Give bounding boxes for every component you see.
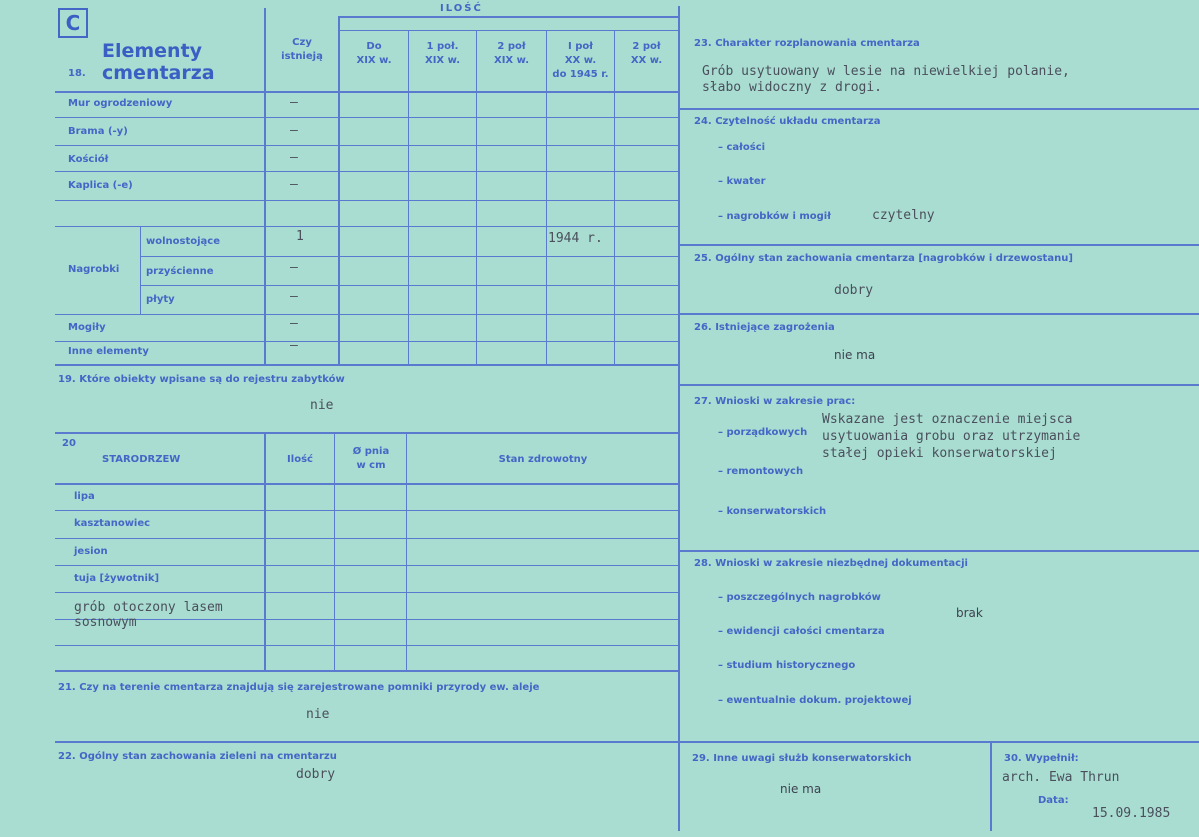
s24-item-2: – kwater	[718, 176, 766, 187]
s24-item-3: – nagrobków i mogił	[718, 211, 831, 222]
tree-row-3: jesion	[74, 546, 108, 557]
s27-item-2: – remontowych	[718, 466, 804, 477]
grid-line	[55, 432, 678, 434]
s28-value: brak	[956, 606, 983, 620]
row-wall-value: –	[290, 95, 298, 110]
grid-line	[55, 91, 678, 93]
grid-line	[55, 145, 678, 146]
s20-note-line-1: grób otoczony lasem	[74, 600, 223, 615]
grid-line	[340, 30, 678, 31]
s20-col-qty: Ilość	[287, 454, 313, 465]
grid-line	[55, 117, 678, 118]
grid-line	[680, 108, 1199, 110]
col-pre19-header: Do XIX w.	[356, 41, 392, 66]
grid-line	[55, 741, 678, 743]
row-church-value: –	[290, 150, 298, 165]
row-mounds-label: Mogiły	[68, 322, 106, 333]
tree-row-2: kasztanowiec	[74, 518, 151, 529]
col-20-1-header: I poł XX w. do 1945 r.	[552, 41, 609, 80]
s28-item-4: – ewentualnie dokum. projektowej	[718, 695, 912, 706]
s19-value: nie	[310, 398, 334, 413]
col-19-2-header: 2 poł XIX w.	[493, 41, 530, 66]
row-gate-value: –	[290, 123, 298, 138]
s22-label: 22. Ogólny stan zachowania zieleni na cmentarzu	[58, 751, 337, 762]
s20-col-diam: Ø pnia w cm	[352, 446, 390, 471]
s21-label: 21. Czy na terenie cmentarza znajdują się zarejestrowane pomniki przyrody ew. aleje	[58, 682, 540, 693]
grid-line	[680, 244, 1199, 246]
row-freestanding-value: 1	[296, 229, 304, 244]
s30-name: arch. Ewa Thrun	[1002, 770, 1120, 785]
s19-label: 19. Które obiekty wpisane są do rejestru zabytków	[58, 374, 345, 385]
s28-label: 28. Wnioski w zakresie niezbędnej dokumentacji	[694, 558, 968, 569]
s30-label: 30. Wypełnił:	[1004, 753, 1079, 764]
row-mounds-value: –	[290, 316, 298, 331]
s23-label: 23. Charakter rozplanowania cmentarza	[694, 38, 920, 49]
s20-title: STARODRZEW	[102, 454, 181, 465]
s29-label: 29. Inne uwagi służb konserwatorskich	[692, 753, 912, 764]
row-slabs-label: płyty	[146, 294, 175, 305]
grid-line	[55, 538, 678, 539]
s25-value: dobry	[834, 283, 874, 298]
grid-line	[55, 171, 678, 172]
grid-line	[140, 285, 678, 286]
row-church-label: Kościół	[68, 154, 109, 165]
s27-line-1: Wskazane jest oznaczenie miejsca	[822, 412, 1073, 427]
s23-line-2: słabo widoczny z drogi.	[702, 80, 883, 95]
tree-row-1: lipa	[74, 491, 95, 502]
grid-line	[406, 432, 407, 670]
s27-label: 27. Wnioski w zakresie prac:	[694, 396, 856, 407]
grid-line	[680, 384, 1199, 386]
s26-value: nie ma	[834, 348, 876, 362]
grid-line	[338, 16, 340, 364]
row-tombs-label: Nagrobki	[68, 264, 120, 275]
row-chapel-value: –	[290, 177, 298, 192]
s24-value-3: czytelny	[872, 208, 935, 223]
grid-line	[680, 741, 1199, 743]
row-gate-label: Brama (-y)	[68, 126, 128, 137]
s21-value: nie	[306, 707, 330, 722]
s27-item-3: – konserwatorskich	[718, 506, 827, 517]
row-chapel-label: Kaplica (-e)	[68, 180, 133, 191]
s30-date: 15.09.1985	[1092, 806, 1171, 821]
row-freestanding-label: wolnostojące	[146, 236, 221, 247]
grid-line	[55, 645, 678, 646]
center-divider	[678, 6, 680, 831]
tree-row-4: tuja [żywotnik]	[74, 573, 160, 584]
grid-line	[680, 313, 1199, 315]
row-wall-label: Mur ogrodzeniowy	[68, 98, 173, 109]
grid-line	[55, 592, 678, 593]
grid-line	[55, 670, 678, 672]
row-other-value: –	[290, 338, 298, 353]
grid-line	[55, 226, 678, 227]
s20-number: 20	[62, 438, 76, 449]
row-freestanding-date: 1944 r.	[548, 231, 603, 246]
grid-line	[680, 550, 1199, 552]
col-19-1-header: 1 poł. XIX w.	[424, 41, 461, 66]
s28-item-3: – studium historycznego	[718, 660, 856, 671]
s23-line-1: Grób usytuowany w lesie na niewielkiej polanie,	[702, 64, 1070, 79]
s22-value: dobry	[296, 767, 336, 782]
s27-line-3: stałej opieki konserwatorskiej	[822, 446, 1057, 461]
s27-line-2: usytuowania grobu oraz utrzymanie	[822, 429, 1081, 444]
grid-line	[340, 16, 678, 18]
row-other-label: Inne elementy	[68, 346, 149, 357]
s30-date-label: Data:	[1038, 795, 1069, 806]
s18-number: 18.	[68, 68, 86, 79]
s20-col-health: Stan zdrowotny	[498, 454, 588, 465]
row-wall-mounted-label: przyścienne	[146, 266, 214, 277]
grid-line	[990, 743, 992, 831]
s18-title-2: cmentarza	[102, 62, 215, 84]
s28-item-1: – poszczególnych nagrobków	[718, 592, 881, 603]
grid-line	[55, 341, 678, 342]
grid-line	[55, 364, 678, 366]
grid-line	[55, 619, 678, 620]
grid-line	[140, 256, 678, 257]
row-wall-mounted-value: –	[290, 260, 298, 275]
row-slabs-value: –	[290, 289, 298, 304]
card-letter: C	[58, 8, 88, 38]
grid-line	[334, 432, 335, 670]
grid-line	[55, 565, 678, 566]
col-exists-header: Czy istnieją	[281, 37, 323, 62]
grid-line	[140, 226, 141, 314]
s26-label: 26. Istniejące zagrożenia	[694, 322, 835, 333]
s20-note-line-2: sosnowym	[74, 615, 137, 630]
col-20-2-header: 2 poł XX w.	[630, 41, 663, 66]
s27-item-1: – porządkowych	[718, 427, 808, 438]
grid-line	[55, 483, 678, 485]
grid-line	[55, 314, 678, 315]
s25-label: 25. Ogólny stan zachowania cmentarza [nagrobków i drzewostanu]	[694, 253, 1073, 264]
grid-line	[264, 432, 266, 670]
grid-line	[55, 510, 678, 511]
grid-line	[55, 200, 678, 201]
s28-item-2: – ewidencji całości cmentarza	[718, 626, 885, 637]
s24-label: 24. Czytelność układu cmentarza	[694, 116, 881, 127]
s24-item-1: – całości	[718, 142, 766, 153]
s29-value: nie ma	[780, 782, 822, 796]
s18-title-1: Elementy	[102, 40, 203, 62]
quantity-header: ILOŚĆ	[440, 3, 483, 14]
